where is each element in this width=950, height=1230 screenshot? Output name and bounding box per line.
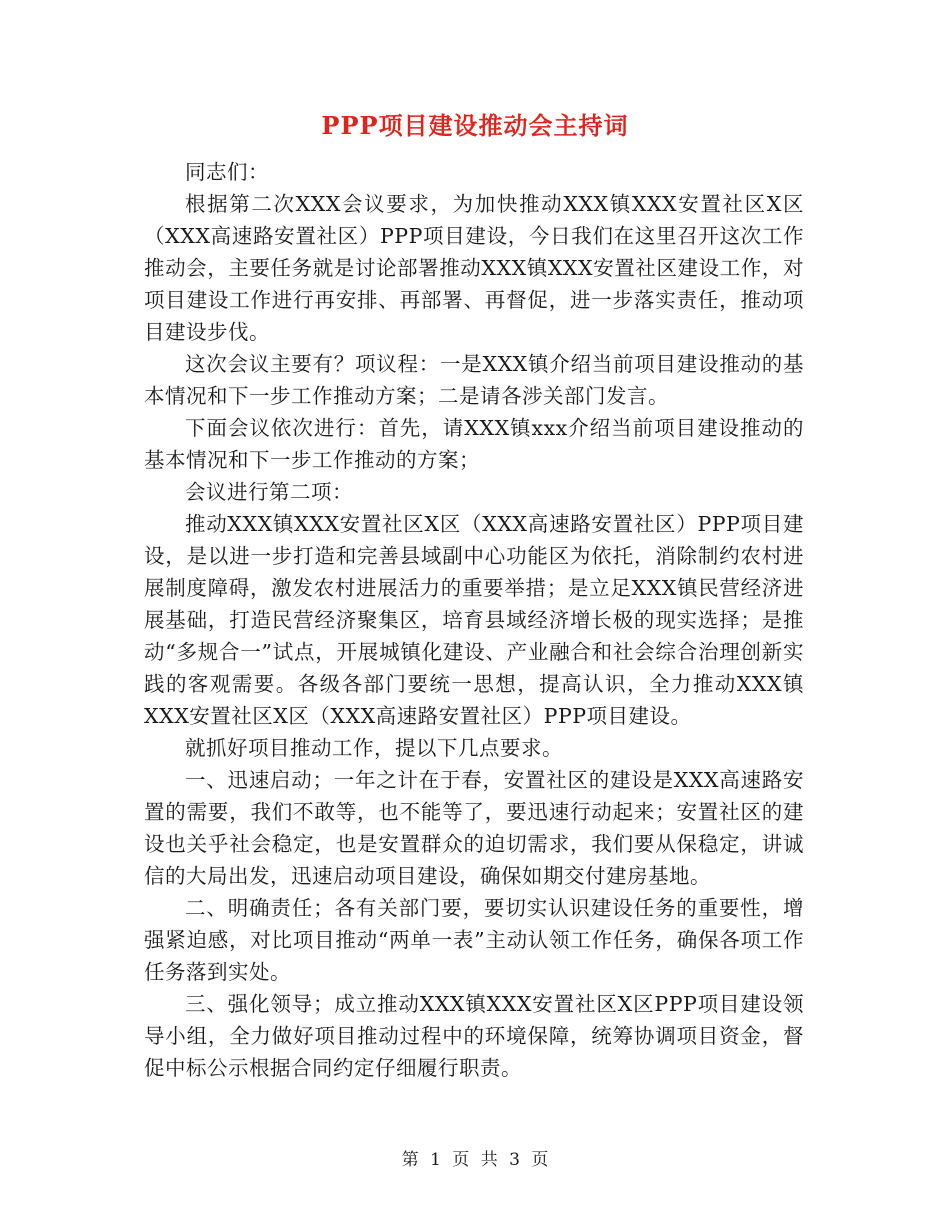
document-body <box>144 156 804 1084</box>
paragraph-requirements-intro: 就抓好项目推动工作，提以下几点要求。 <box>185 736 563 760</box>
document-title: PPP项目建设推动会主持词 <box>321 111 629 140</box>
paragraph-first-item: 下面会议依次进行：首先，请XXX镇xxx介绍当前项目建设推动的基本情况和下一步工作推动的方案； <box>144 416 804 472</box>
page-number-footer: 第 1 页 共 3 页 <box>401 1150 549 1170</box>
paragraph-requirement-2: 二、明确责任；各有关部门要，要切实认识建设任务的重要性，增强紧迫感，对比项目推动“两单一表”主动认领工作任务，确保各项工作任务落到实处。 <box>144 896 804 984</box>
paragraph-meeting-purpose: 根据第二次XXX会议要求，为加快推动XXX镇XXX安置社区X区（XXX高速路安置社区）PPP项目建设，今日我们在这里召开这次工作推动会，主要任务就是讨论部署推动XXX镇XXX安置社区建设工作，对项目建设工作进行再安排、再部署、再督促，进一步落实责任，推动项目建设步伐。 <box>144 192 804 344</box>
paragraph-agenda: 这次会议主要有？项议程：一是XXX镇介绍当前项目建设推动的基本情况和下一步工作推动方案；二是请各涉关部门发言。 <box>144 352 804 408</box>
paragraph-second-item: 会议进行第二项： <box>185 480 353 504</box>
paragraph-requirement-3: 三、强化领导；成立推动XXX镇XXX安置社区X区PPP项目建设领导小组，全力做好项目推动过程中的环境保障，统筹协调项目资金，督促中标公示根据合同约定仔细履行职责。 <box>144 992 804 1080</box>
paragraph-salutation: 同志们： <box>185 160 269 184</box>
paragraph-requirement-1: 一、迅速启动；一年之计在于春，安置社区的建设是XXX高速路安置的需要，我们不敢等，也不能等了，要迅速行动起来；安置社区的建设也关乎社会稳定，也是安置群众的迫切需求，我们要从保稳定，讲诚信的大局出发，迅速启动项目建设，确保如期交付建房基地。 <box>144 768 804 888</box>
paragraph-significance: 推动XXX镇XXX安置社区X区（XXX高速路安置社区）PPP项目建设，是以进一步打造和完善县域副中心功能区为依托，消除制约农村进展制度障碍，激发农村进展活力的重要举措；是立足XXX镇民营经济进展基础，打造民营经济聚集区，培育县域经济增长极的现实选择；是推动“多规合一”试点，开展城镇化建设、产业融合和社会综合治理创新实践的客观需要。各级各部门要统一思想，提高认识，全力推动XXX镇XXX安置社区X区（XXX高速路安置社区）PPP项目建设。 <box>144 512 804 728</box>
